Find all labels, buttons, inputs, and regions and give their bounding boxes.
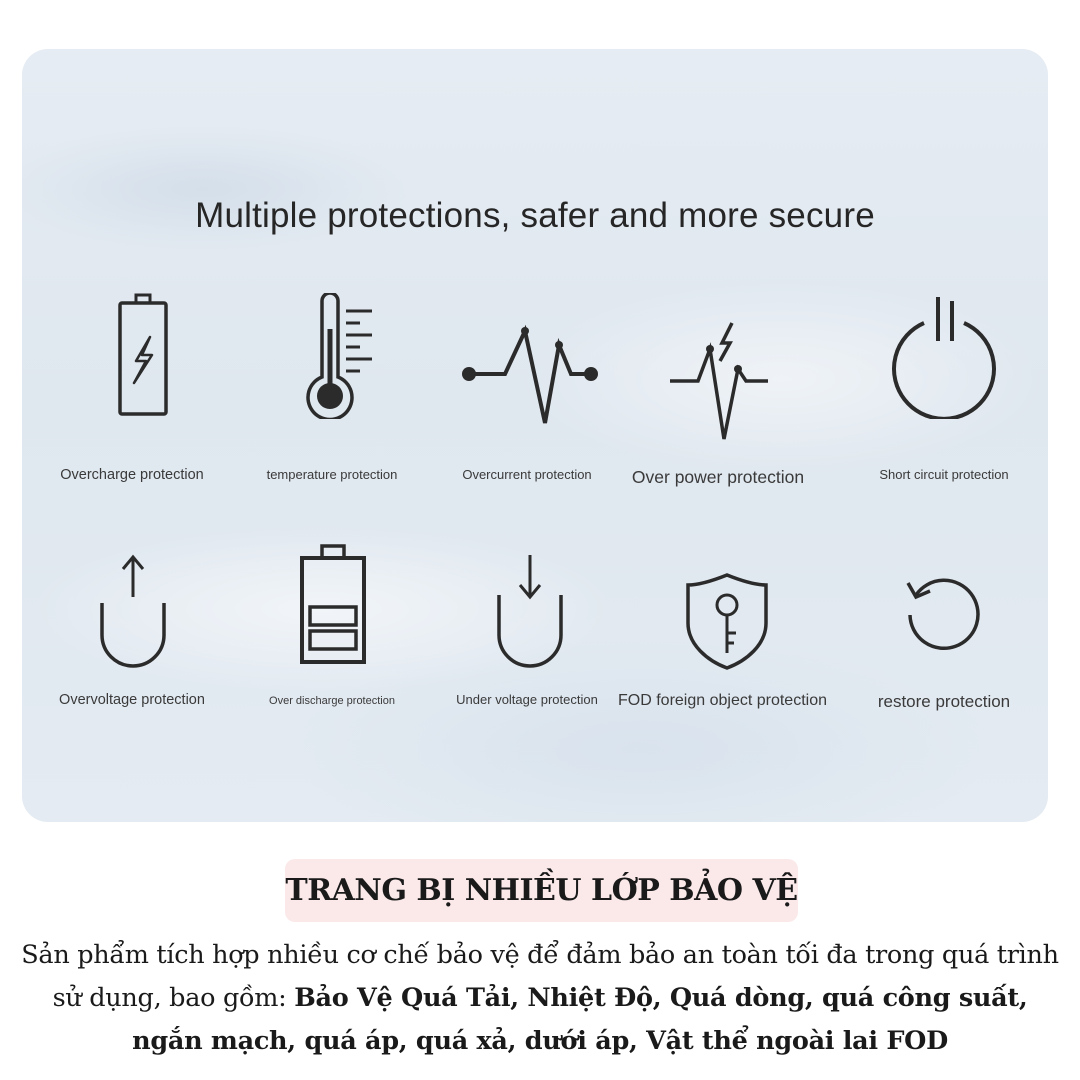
- protections-banner: [22, 49, 1048, 822]
- protection-item-under-voltage: [427, 49, 627, 749]
- protection-label: temperature protection: [266, 467, 398, 482]
- banner-headline: Multiple protections, safer and more secure: [195, 196, 875, 235]
- protection-label: Short circuit protection: [879, 467, 1009, 482]
- protection-item-over-discharge: [232, 49, 432, 749]
- protection-label: Under voltage protection: [456, 692, 598, 707]
- protection-label: Overvoltage protection: [59, 692, 205, 708]
- shield-key-icon: [682, 571, 772, 671]
- protection-label: Over discharge protection: [269, 695, 395, 707]
- protection-label: Over power protection: [631, 467, 805, 487]
- arrow-up-u-icon: [98, 553, 168, 669]
- arrow-down-u-icon: [495, 553, 565, 669]
- protection-label: restore protection: [877, 692, 1011, 711]
- battery-low-icon: [298, 543, 368, 667]
- protection-item-fod: [618, 49, 827, 749]
- section-title: TRANG BỊ NHIỀU LỚP BẢO VỆ: [285, 859, 798, 922]
- protection-label: FOD foreign object protection: [618, 692, 827, 709]
- protection-item-overvoltage: [32, 49, 232, 749]
- protection-item-restore: [844, 49, 1044, 749]
- protection-label: Overcharge protection: [60, 467, 204, 483]
- description-intro: Sản phẩm tích hợp nhiều cơ chế bảo vệ để đảm bảo an toàn tối đa trong quá trình sử dụng, bao gồm:: [21, 940, 1059, 1013]
- description-features: Bảo Vệ Quá Tải, Nhiệt Độ, Quá dòng, quá công suất, ngắn mạch, quá áp, quá xả, dưới áp, Vật thể ngoài lai FOD: [132, 983, 1028, 1056]
- protection-label: Overcurrent protection: [462, 467, 592, 482]
- restore-icon: [902, 573, 986, 653]
- description: [14, 934, 1066, 1063]
